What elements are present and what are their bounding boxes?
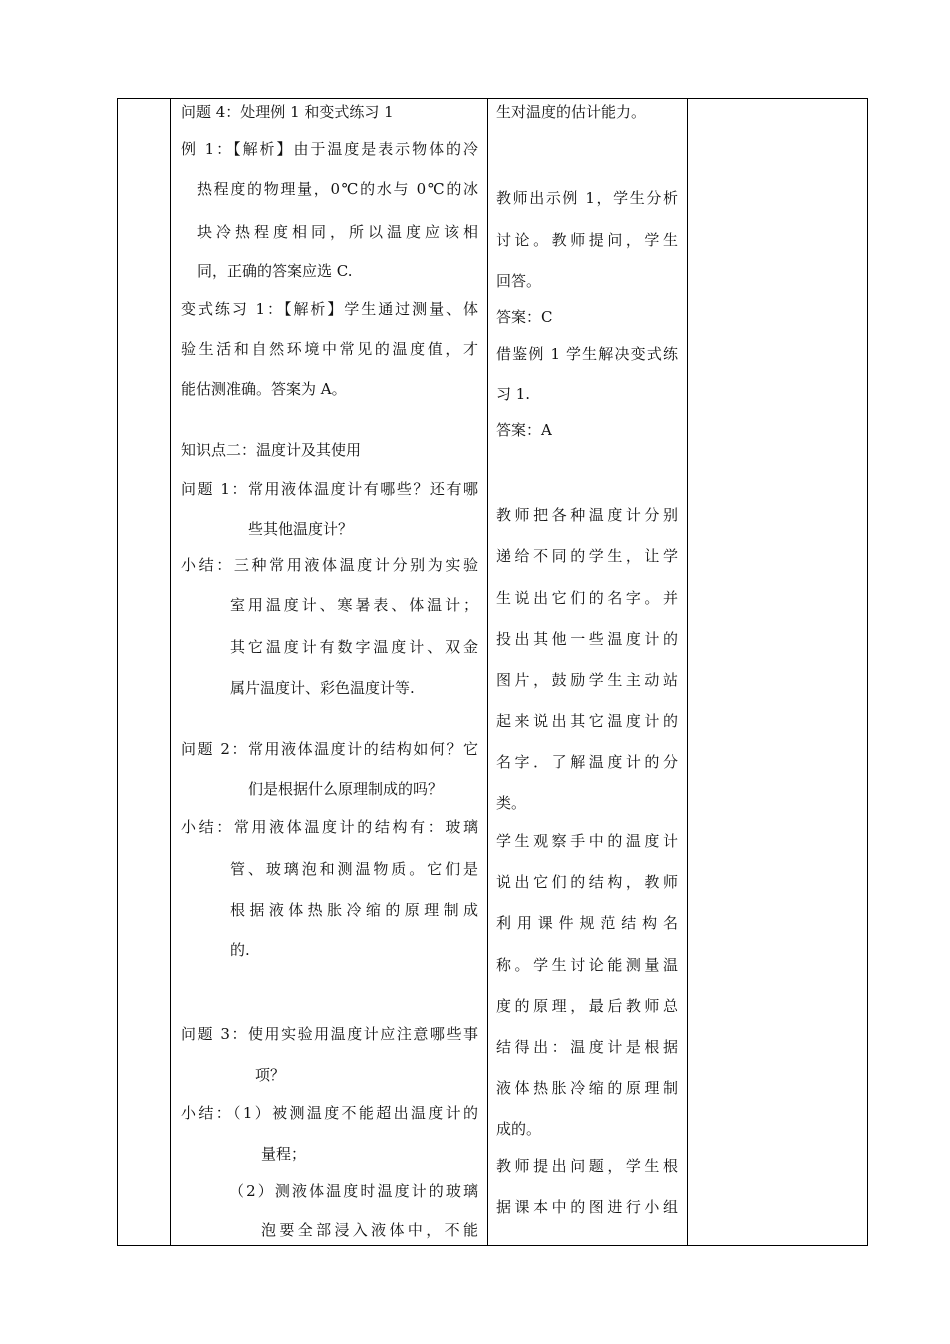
teaching-content-cell	[171, 99, 487, 1245]
activity-line: 答案：C	[496, 308, 553, 326]
activity-line: 生说出它们的名字。并	[496, 589, 678, 607]
content-line: 小结：（1）被测温度不能超出温度计的	[181, 1104, 478, 1122]
content-line: 些其他温度计？	[248, 520, 354, 538]
content-line: 室用温度计、寒暑表、体温计；	[230, 596, 478, 614]
content-line: 块冷热程度相同，所以温度应该相	[197, 223, 478, 241]
content-line: 根据液体热胀冷缩的原理制成	[230, 901, 478, 919]
activity-line: 学生观察手中的温度计	[496, 832, 678, 850]
activity-line: 称。学生讨论能测量温	[496, 956, 678, 974]
content-line: 项？	[255, 1066, 286, 1084]
activity-line: 借鉴例 1 学生解决变式练	[496, 345, 678, 363]
activity-line: 教师出示例 1，学生分析	[496, 189, 678, 207]
content-line: 同，正确的答案应选 C.	[197, 262, 353, 280]
activity-line: 图片，鼓励学生主动站	[496, 671, 678, 689]
empty-first-column	[118, 99, 170, 1245]
content-line: 其它温度计有数字温度计、双金	[230, 638, 478, 656]
section-heading: 知识点二：温度计及其使用	[181, 441, 362, 459]
activity-line: 教师提出问题，学生根	[496, 1157, 678, 1175]
activity-line: 结得出：温度计是根据	[496, 1038, 678, 1056]
activity-line: 液体热胀冷缩的原理制	[496, 1079, 678, 1097]
content-line: 问题 1：常用液体温度计有哪些？还有哪	[181, 480, 478, 498]
activity-line: 习 1.	[496, 385, 531, 403]
activity-line: 生对温度的估计能力。	[496, 103, 647, 121]
activity-line: 起来说出其它温度计的	[496, 712, 678, 730]
activity-line: 类。	[496, 794, 527, 812]
content-line: 泡要全部浸入液体中，不能	[261, 1221, 478, 1239]
content-line: 问题 2：常用液体温度计的结构如何？它	[181, 740, 478, 758]
activity-line: 说出它们的结构，教师	[496, 873, 678, 891]
content-line: （2）测液体温度时温度计的玻璃	[229, 1182, 478, 1200]
content-line: 们是根据什么原理制成的吗？	[248, 780, 444, 798]
teacher-student-activity-cell	[488, 99, 687, 1245]
content-line: 变式练习 1：【解析】学生通过测量、体	[181, 300, 478, 318]
activity-line: 利用课件规范结构名	[496, 914, 678, 932]
content-line: 小结：常用液体温度计的结构有：玻璃	[181, 818, 478, 836]
activity-line: 投出其他一些温度计的	[496, 630, 678, 648]
content-line: 问题 3：使用实验用温度计应注意哪些事	[181, 1025, 478, 1043]
activity-line: 回答。	[496, 272, 542, 290]
content-line: 小结：三种常用液体温度计分别为实验	[181, 556, 478, 574]
activity-line: 答案：A	[496, 421, 552, 439]
content-line: 验生活和自然环境中常见的温度值，才	[181, 340, 478, 358]
content-line: 问题 4：处理例 1 和变式练习 1	[181, 103, 394, 121]
activity-line: 递给不同的学生，让学	[496, 547, 678, 565]
content-line: 热程度的物理量，0℃的水与 0℃的冰	[197, 180, 478, 198]
activity-line: 度的原理，最后教师总	[496, 997, 678, 1015]
content-line: 能估测准确。答案为 A。	[181, 380, 347, 398]
content-line: 属片温度计、彩色温度计等.	[230, 679, 415, 697]
activity-line: 据课本中的图进行小组	[496, 1198, 678, 1216]
content-line: 的.	[230, 941, 250, 959]
content-line: 例 1：【解析】由于温度是表示物体的冷	[181, 140, 478, 158]
empty-last-column	[688, 99, 867, 1245]
activity-line: 讨论。教师提问，学生	[496, 231, 678, 249]
table-right-border	[867, 98, 868, 1246]
table-bottom-border	[117, 1245, 867, 1246]
activity-line: 名字．了解温度计的分	[496, 753, 678, 771]
content-line: 量程；	[261, 1145, 307, 1163]
activity-line: 教师把各种温度计分别	[496, 506, 678, 524]
content-line: 管、玻璃泡和测温物质。它们是	[230, 860, 478, 878]
activity-line: 成的。	[496, 1120, 542, 1138]
